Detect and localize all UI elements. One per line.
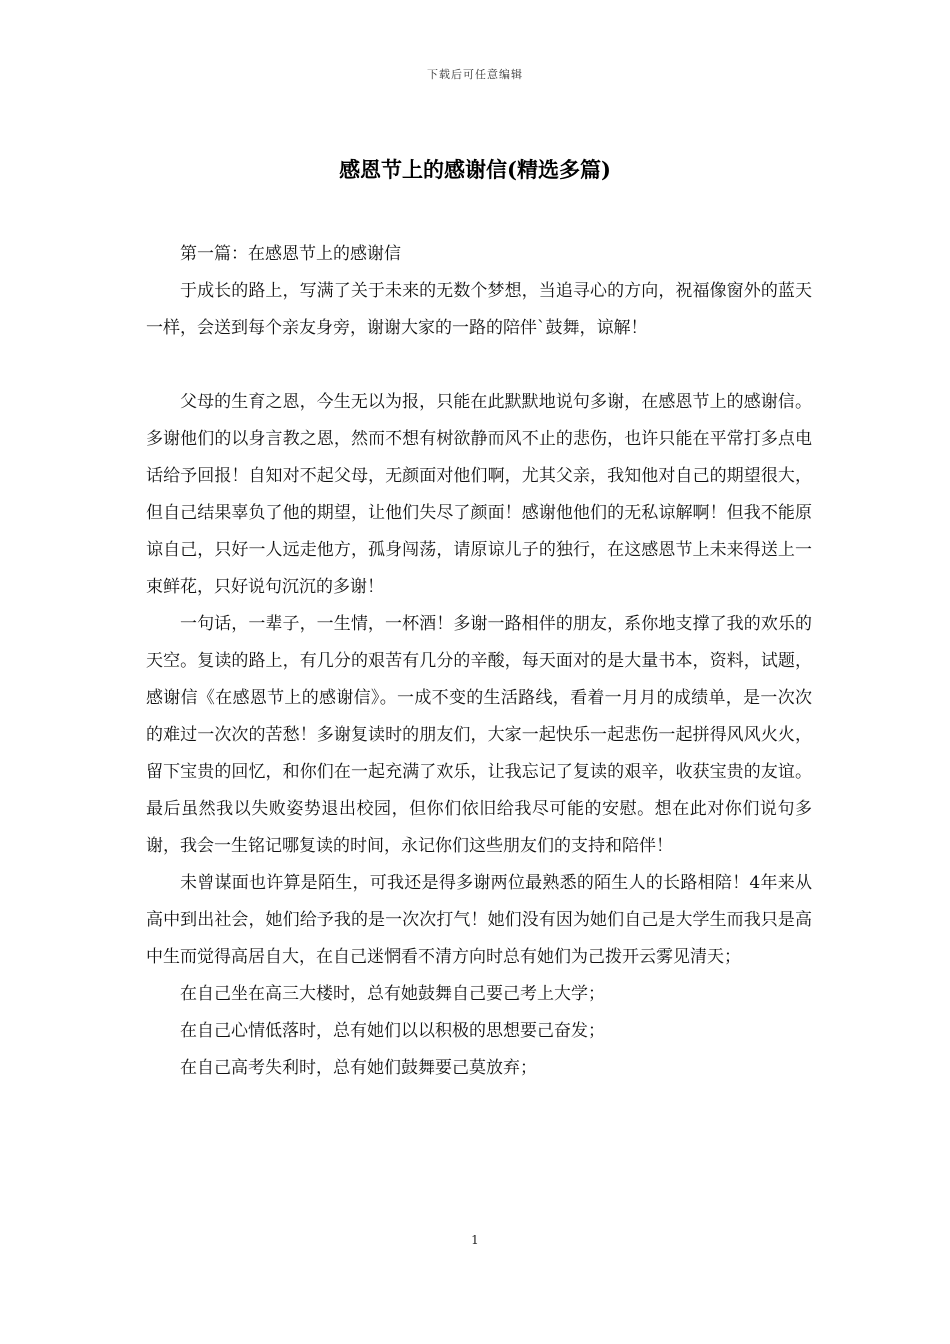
section-heading: 第一篇：在感恩节上的感谢信 [180,244,401,264]
paragraph: 在自己高考失利时，总有她们鼓舞要己莫放弃； [180,1058,537,1078]
document-body [146,236,812,1087]
document-title: 感恩节上的感谢信(精选多篇) [339,157,611,182]
paragraph: 在自己坐在高三大楼时，总有她鼓舞自己要己考上大学； [180,984,605,1004]
paragraph: 于成长的路上，写满了关于未来的无数个梦想，当追寻心的方向，祝福像窗外的蓝天一样，会送到每个亲友身旁，谢谢大家的一路的陪伴`鼓舞，谅解！ [146,281,812,338]
page-number: 1 [471,1233,479,1247]
paragraph: 一句话，一辈子，一生情，一杯酒！多谢一路相伴的朋友，系你地支撑了我的欢乐的天空。复读的路上，有几分的艰苦有几分的辛酸，每天面对的是大量书本，资料，试题，感谢信《在感恩节上的感谢信》。一成不变的生活路线，看着一月月的成绩单，是一次次的难过一次次的苦愁！多谢复读时的朋友们，大家一起快乐一起悲伤一起拼得风风火火，留下宝贵的回忆，和你们在一起充满了欢乐，让我忘记了复读的艰辛，收获宝贵的友谊。最后虽然我以失败姿势退出校园，但你们依旧给我尽可能的安慰。想在此对你们说句多谢，我会一生铭记哪复读的时间，永记你们这些朋友们的支持和陪伴！ [146,614,812,856]
page-header-note: 下载后可任意编辑 [427,68,523,81]
paragraph: 未曾谋面也许算是陌生，可我还是得多谢两位最熟悉的陌生人的长路相陪！4年来从高中到出社会，她们给予我的是一次次打气！她们没有因为她们自己是大学生而我只是高中生而觉得高居自大，在自己迷惘看不清方向时总有她们为己拨开云雾见清天； [146,873,812,967]
paragraph: 在自己心情低落时，总有她们以以积极的思想要己奋发； [180,1021,605,1041]
paragraph: 父母的生育之恩，今生无以为报，只能在此默默地说句多谢，在感恩节上的感谢信。多谢他们的以身言教之恩，然而不想有树欲静而风不止的悲伤，也许只能在平常打多点电话给予回报！自知对不起父母，无颜面对他们啊，尤其父亲，我知他对自己的期望很大，但自己结果辜负了他的期望，让他们失尽了颜面！感谢他他们的无私谅解啊！但我不能原谅自己，只好一人远走他方，孤身闯荡，请原谅儿子的独行，在这感恩节上未来得送上一束鲜花，只好说句沉沉的多谢！ [146,392,812,597]
